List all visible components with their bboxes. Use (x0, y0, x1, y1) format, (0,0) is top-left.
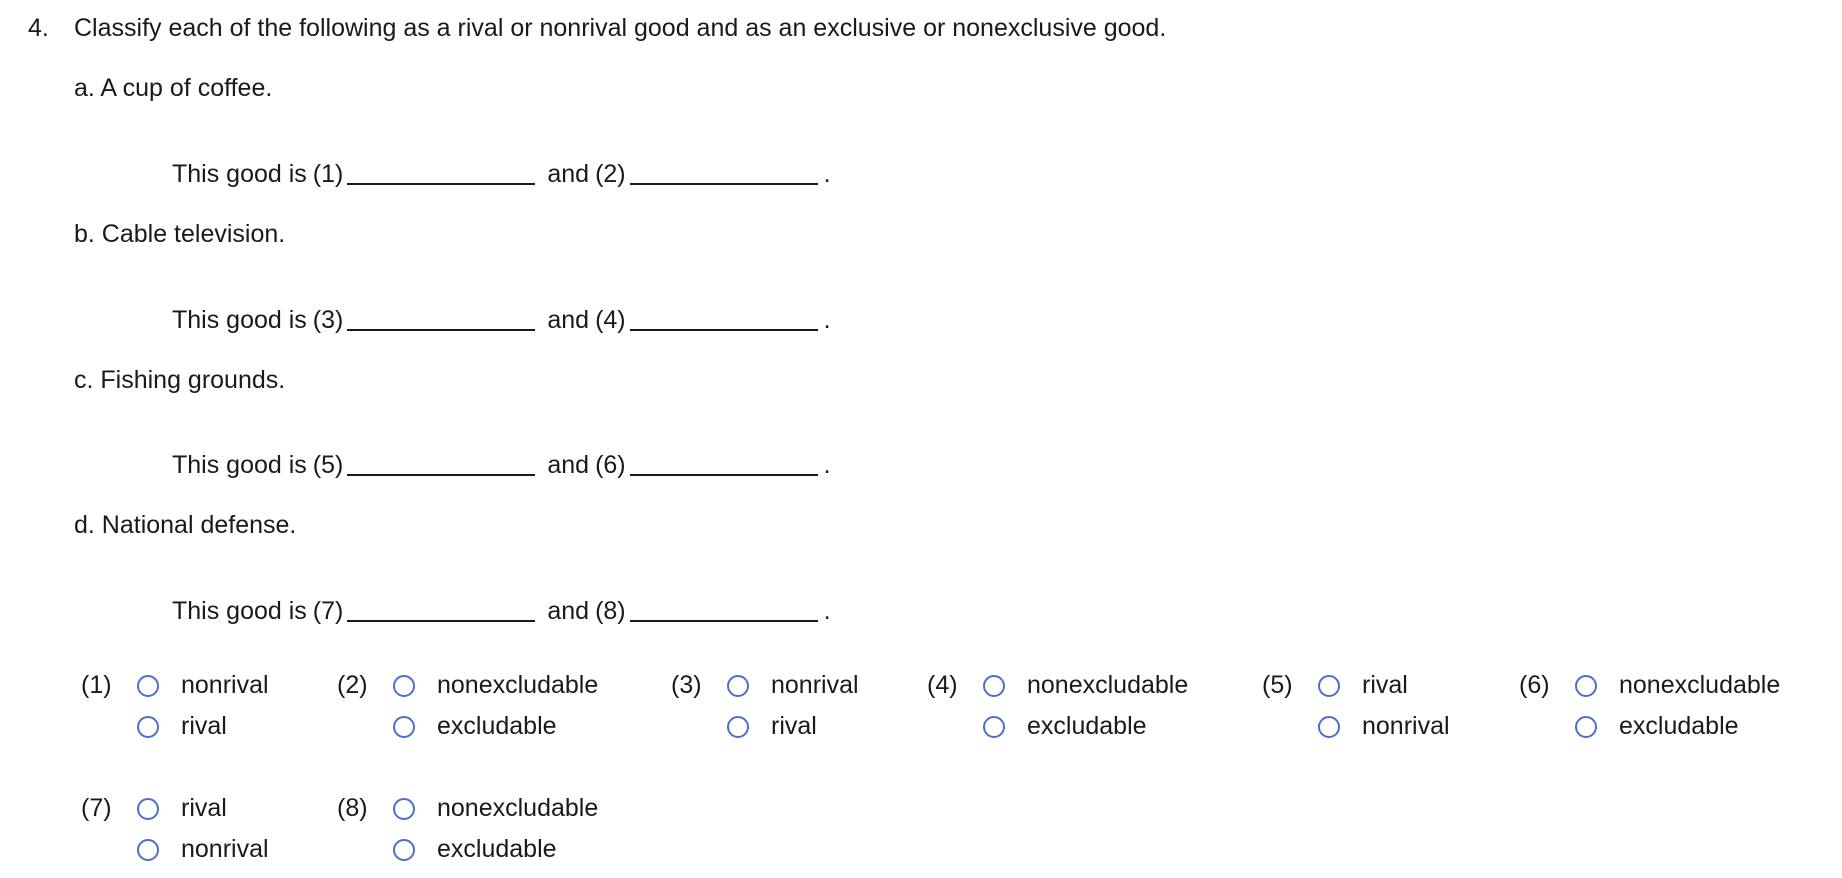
choice-4-option-1[interactable] (983, 671, 1188, 700)
answer-blank-3[interactable] (347, 309, 535, 331)
answer-blank-7[interactable] (347, 600, 535, 622)
sentence-period: . (823, 160, 831, 188)
choice-number: (4) (927, 671, 958, 699)
radio-button-icon[interactable] (137, 839, 159, 861)
answer-blank-1[interactable] (347, 163, 535, 185)
choice-1-option-1[interactable] (137, 671, 269, 700)
radio-button-icon[interactable] (1575, 716, 1597, 738)
sentence-and: and (547, 160, 590, 188)
choice-7-option-2[interactable] (137, 835, 269, 864)
answer-blank-5[interactable] (347, 454, 535, 476)
part-c-sentence (172, 451, 831, 480)
radio-button-icon[interactable] (1318, 716, 1340, 738)
radio-button-icon[interactable] (137, 798, 159, 820)
question-text: Classify each of the following as a rival or nonrival good and as an exclusive or nonexclusive good. (74, 14, 1167, 42)
choice-number: (7) (81, 794, 112, 822)
option-label: rival (181, 794, 227, 822)
choice-3-option-1[interactable] (727, 671, 859, 700)
blank-number-4: (4) (595, 306, 626, 334)
part-d-sentence (172, 597, 831, 626)
blank-number-7: (7) (312, 597, 344, 625)
choice-2-option-2[interactable] (393, 712, 557, 741)
part-d-label: d. National defense. (74, 511, 297, 539)
option-label: excludable (437, 835, 557, 863)
blank-number-2: (2) (595, 160, 626, 188)
blank-number-6: (6) (595, 451, 626, 479)
radio-button-icon[interactable] (1318, 675, 1340, 697)
choice-5-option-2[interactable] (1318, 712, 1450, 741)
part-c-label: c. Fishing grounds. (74, 366, 286, 394)
part-b-label: b. Cable television. (74, 220, 286, 248)
option-label: nonexcludable (437, 671, 599, 699)
option-label: nonexcludable (1619, 671, 1781, 699)
option-label: excludable (1027, 712, 1147, 740)
blank-number-1: (1) (312, 160, 344, 188)
choice-3-option-2[interactable] (727, 712, 817, 741)
sentence-and: and (547, 306, 590, 334)
sentence-and: and (547, 451, 590, 479)
option-label: rival (1362, 671, 1408, 699)
part-a-label: a. A cup of coffee. (74, 74, 273, 102)
radio-button-icon[interactable] (1575, 675, 1597, 697)
blank-number-5: (5) (312, 451, 344, 479)
option-label: nonexcludable (437, 794, 599, 822)
sentence-period: . (823, 597, 831, 625)
choice-6-option-2[interactable] (1575, 712, 1739, 741)
answer-blank-4[interactable] (630, 309, 818, 331)
choice-8-option-1[interactable] (393, 794, 598, 823)
blank-number-8: (8) (595, 597, 626, 625)
choice-6-option-1[interactable] (1575, 671, 1780, 700)
answer-blank-6[interactable] (630, 454, 818, 476)
answer-blank-8[interactable] (630, 600, 818, 622)
choice-number: (8) (337, 794, 368, 822)
radio-button-icon[interactable] (137, 675, 159, 697)
radio-button-icon[interactable] (393, 839, 415, 861)
option-label: rival (771, 712, 817, 740)
sentence-period: . (823, 451, 831, 479)
radio-button-icon[interactable] (727, 675, 749, 697)
option-label: nonrival (181, 671, 269, 699)
sentence-prefix: This good is (172, 160, 307, 188)
sentence-period: . (823, 306, 831, 334)
sentence-prefix: This good is (172, 451, 307, 479)
choice-7-option-1[interactable] (137, 794, 227, 823)
radio-button-icon[interactable] (393, 675, 415, 697)
answer-blank-2[interactable] (630, 163, 818, 185)
radio-button-icon[interactable] (727, 716, 749, 738)
option-label: nonrival (1362, 712, 1450, 740)
choice-5-option-1[interactable] (1318, 671, 1408, 700)
option-label: nonrival (181, 835, 269, 863)
choice-number: (5) (1262, 671, 1293, 699)
radio-button-icon[interactable] (983, 675, 1005, 697)
radio-button-icon[interactable] (393, 798, 415, 820)
choice-number: (6) (1519, 671, 1550, 699)
choice-1-option-2[interactable] (137, 712, 227, 741)
choice-4-option-2[interactable] (983, 712, 1147, 741)
blank-number-3: (3) (312, 306, 344, 334)
radio-button-icon[interactable] (137, 716, 159, 738)
sentence-and: and (547, 597, 590, 625)
option-label: excludable (437, 712, 557, 740)
part-b-sentence (172, 306, 831, 335)
choice-number: (3) (671, 671, 702, 699)
radio-button-icon[interactable] (983, 716, 1005, 738)
radio-button-icon[interactable] (393, 716, 415, 738)
option-label: nonexcludable (1027, 671, 1189, 699)
choice-2-option-1[interactable] (393, 671, 598, 700)
choice-number: (1) (81, 671, 112, 699)
option-label: excludable (1619, 712, 1739, 740)
option-label: nonrival (771, 671, 859, 699)
choice-number: (2) (337, 671, 368, 699)
option-label: rival (181, 712, 227, 740)
question-number: 4. (28, 14, 49, 42)
sentence-prefix: This good is (172, 306, 307, 334)
part-a-sentence (172, 160, 831, 189)
sentence-prefix: This good is (172, 597, 307, 625)
choice-8-option-2[interactable] (393, 835, 557, 864)
